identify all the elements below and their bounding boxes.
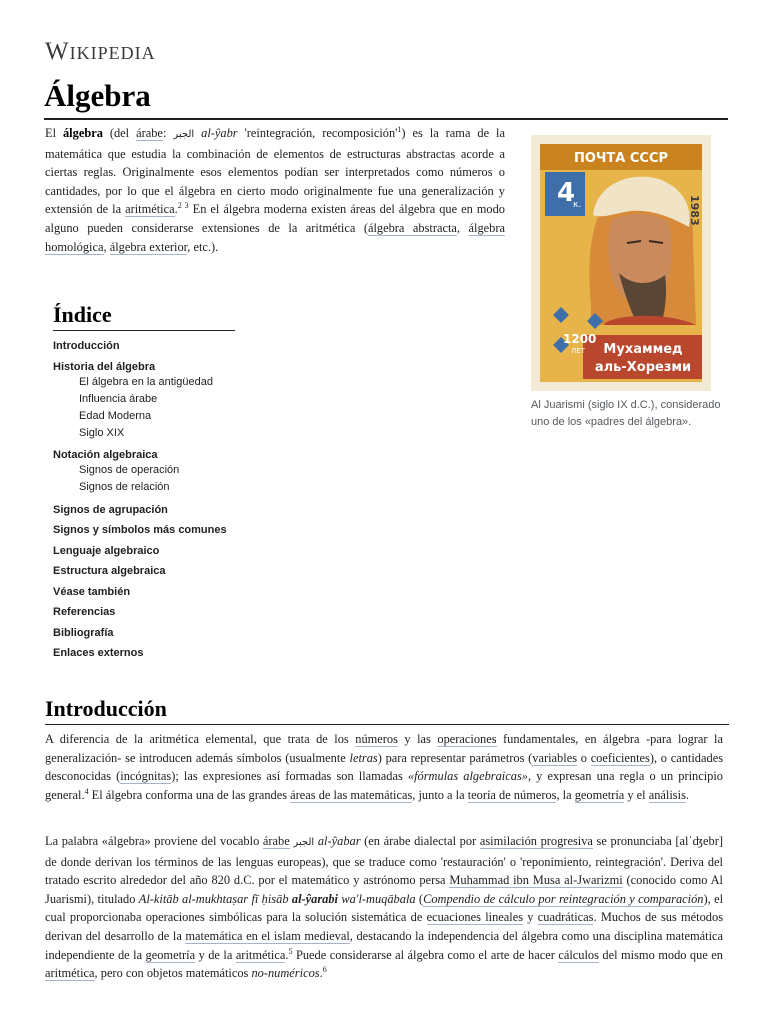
transliteration: al-ŷabr [201,126,238,140]
link-cuadraticas[interactable]: cuadráticas [537,910,594,925]
link-ecuaciones-lineales[interactable]: ecuaciones lineales [426,910,524,925]
link-aritmetica-3[interactable]: aritmética [45,966,95,981]
ref-4[interactable]: 4 [84,786,89,796]
toc-item[interactable]: Signos y símbolos más comunes [53,524,227,536]
toc-subitem[interactable]: Signos de operación [79,464,180,476]
stamp-top-text: ПОЧТА СССР [573,151,669,166]
table-of-contents [53,302,238,660]
link-operaciones[interactable]: operaciones [437,732,497,746]
transliteration-2: al-ŷabar [317,834,361,848]
intro-paragraph: El álgebra (del árabe: الجبر al-ŷabr 'reintegración, $recomposición'^1$) es la rama de la matemática que estudia la combinación de elementos de estructuras abstractas acorde a ciertas reglas. Originalmente esos elementos podían ser interpretados como números o cantidades, por lo que el álgebra en cierto modo originalmente fue una generalización y extensión de la aritmética.$^{2 3}$ En el álgebra moderna existen áreas del álgebra que en modo alguno pueden considerarse extensiones de la aritmética (álgebra abstracta, álgebra homológica, álgebra exterior, etc.). [45,124,505,254]
toc-title: Índice [53,302,235,331]
section-heading-introduccion: Introducción [45,696,729,725]
toc-item[interactable]: Estructura algebraica [53,565,166,577]
ref-2-3[interactable]: 2 3 [177,201,189,211]
link-calculos[interactable]: cálculos [558,947,599,962]
stamp-anniversary-unit: ЛЕТ [571,347,585,355]
toc-subitem[interactable]: Siglo XIX [79,426,125,439]
al-khwarizmi-stamp-illustration [531,135,711,391]
arabic-word-2: الجبر [293,837,315,848]
link-areas-matematicas[interactable]: áreas de las matemáticas [290,787,413,802]
stamp-anniversary: 1200 [563,332,597,346]
link-analisis[interactable]: análisis [648,787,686,802]
link-geometria-2[interactable]: geometría [145,947,196,962]
stamp-image[interactable] [531,135,711,391]
section-paragraph-1: A diferencia de la aritmética elemental, que trata de los números y las operaciones fundamentales, en álgebra -para lograr la generalización- se introducen además símbolos (usualmente letras) para representar parámetros (variables o coeficientes), o cantidades desconocidas (incógnitas); las expresiones así formadas son llamadas «fórmulas algebraicas», y expresan una regla o un principio general.$^4$ El álgebra conforma una de las grandes áreas de las matemáticas, junto a la teoría de números, la geometría y el análisis. [45,732,724,802]
ref-6[interactable]: 6 [322,965,327,975]
toc-list [53,339,238,660]
toc-item[interactable]: Introducción [53,340,120,352]
wikipedia-logo[interactable]: Wikipedia [45,38,156,65]
term-formulas: «fórmulas algebraicas» [407,769,528,784]
toc-item[interactable]: Bibliografía [53,626,114,639]
stamp-value-unit: к. [573,200,582,210]
link-asimilacion[interactable]: asimilación progresiva [479,834,593,848]
link-arabe[interactable]: árabe [136,126,163,140]
toc-subitem[interactable]: El álgebra en la antigüedad [79,375,213,388]
link-incognitas[interactable]: incógnitas [120,769,172,784]
stamp-year: 1983 [688,195,701,226]
toc-item[interactable]: Notación algebraica [53,449,158,461]
page-title: Álgebra [44,78,728,120]
section-paragraph-2: La palabra «álgebra» proviene del vocablo árabe الجبر al-ŷabar (en árabe dialectal por asimilación progresiva se pronunciaba [alˈʤebr] de donde derivan los términos de las lenguas europeas), que se traduce como 'restauración' o 'reponimiento, reintegración'. Deriva del tratado escrito alrededor del año 820 d.C. por el matemático y astrónomo persa Muhammad ibn Musa al-Jwarizmi (conocido como Al Juarismi), titulado Al-kitāb al-mukhtaṣar fī ḥisāb al-ŷarabi wa'l-muqābala (Compendio de cálculo por reintegración y comparación), el cual proporcionaba operaciones simbólicas para la solución sistemática de ecuaciones lineales y cuadráticas. Muchos de sus métodos derivan del desarrollo de la matemática en el islam medieval, destacando la independencia del álgebra como una disciplina matemática independiente de la geometría y de la aritmética.$^5$ Puede considerarse al álgebra como el arte de hacer cálculos del mismo modo que en aritmética, pero con objetos matemáticos no-numéricos.$^6$ [45,834,724,981]
toc-item[interactable]: Historia del álgebra [53,360,156,373]
link-al-jwarizmi[interactable]: Muhammad ibn Musa al-Jwarizmi [449,873,623,888]
figure-caption: Al Juarismi (siglo IX d.C.), considerado uno de los «padres del álgebra». [531,399,721,428]
toc-subitem[interactable]: Influencia árabe [79,392,158,405]
link-algebra-exterior[interactable]: álgebra exterior [109,239,188,254]
toc-item[interactable]: Lenguaje algebraico [53,544,160,557]
link-coeficientes[interactable]: coeficientes [590,750,650,765]
term-bold: álgebra [62,126,103,140]
toc-item[interactable]: Referencias [53,606,116,618]
ref-1[interactable]: 1 [397,124,402,134]
link-compendio[interactable]: Compendio de cálculo por reintegración y comparación [423,891,704,906]
toc-subitem[interactable]: Edad Moderna [79,409,152,422]
toc-item[interactable]: Véase también [53,585,131,598]
link-aritmetica-2[interactable]: aritmética [235,947,286,962]
link-variables[interactable]: variables [532,750,578,765]
term-no-numericos: no-numéricos [251,966,320,981]
link-geometria[interactable]: geometría [574,787,625,802]
toc-item[interactable]: Enlaces externos [53,647,144,659]
ref-5[interactable]: 5 [288,946,293,956]
stamp-name-line2: аль-Хорезми [594,360,692,375]
link-matematica-islam[interactable]: matemática en el islam medieval [185,928,350,943]
link-aritmetica[interactable]: aritmética [125,202,175,217]
toc-subitem[interactable]: Signos de relación [79,481,170,493]
toc-item[interactable]: Signos de agrupación [53,503,168,516]
stamp-name-line1: Мухаммед [603,342,683,357]
treatise-title: Al-kitāb al-mukhtaṣar fī ḥisāb al-ŷarabi wa'l-muqābala [138,891,416,906]
infobox-figure [531,135,721,430]
term-letras: letras [349,750,378,765]
link-algebra-abstracta[interactable]: álgebra abstracta [367,220,457,235]
link-algebra-homologica[interactable]: álgebra homológica [45,220,505,254]
stamp-value: 4 [557,178,576,208]
link-teoria-numeros[interactable]: teoría de números [467,787,557,802]
arabic-word: الجبر [173,129,195,140]
link-arabe-2[interactable]: árabe [262,834,290,848]
link-numeros[interactable]: números [355,732,398,746]
